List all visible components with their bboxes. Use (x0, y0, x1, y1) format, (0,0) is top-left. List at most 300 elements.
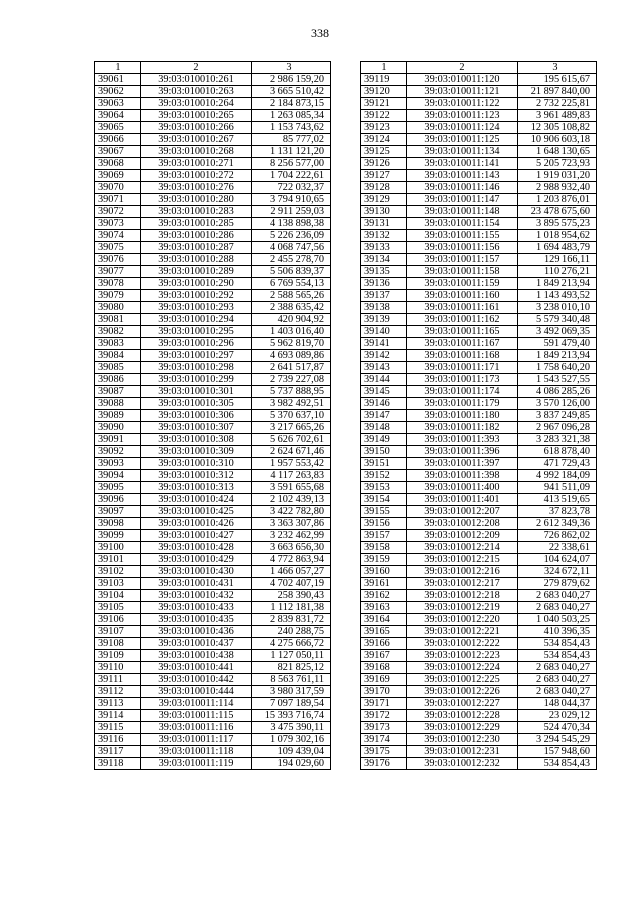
row-number-cell: 39172 (361, 710, 407, 722)
row-number-cell: 39175 (361, 746, 407, 758)
table-row (95, 458, 331, 470)
row-number-cell: 39071 (95, 194, 141, 206)
value-cell: 410 396,35 (518, 626, 597, 638)
cadastral-number-cell: 39:03:010011:393 (407, 434, 518, 446)
table-row (95, 242, 331, 254)
table-row (361, 122, 597, 134)
cadastral-number-cell: 39:03:010012:208 (407, 518, 518, 530)
table-row (95, 590, 331, 602)
value-cell: 1 263 085,34 (252, 110, 331, 122)
cadastral-number-cell: 39:03:010012:232 (407, 758, 518, 770)
table-row (95, 698, 331, 710)
cadastral-number-cell: 39:03:010011:141 (407, 158, 518, 170)
table-row (361, 398, 597, 410)
row-number-cell: 39064 (95, 110, 141, 122)
row-number-cell: 39085 (95, 362, 141, 374)
cadastral-number-cell: 39:03:010011:165 (407, 326, 518, 338)
row-number-cell: 39066 (95, 134, 141, 146)
cadastral-number-cell: 39:03:010010:280 (141, 194, 252, 206)
table-row (95, 362, 331, 374)
value-cell: 726 862,02 (518, 530, 597, 542)
row-number-cell: 39091 (95, 434, 141, 446)
cadastral-number-cell: 39:03:010011:115 (141, 710, 252, 722)
table-row (361, 242, 597, 254)
cadastral-number-cell: 39:03:010010:442 (141, 674, 252, 686)
table-row (95, 482, 331, 494)
table-row (95, 686, 331, 698)
cadastral-number-cell: 39:03:010011:400 (407, 482, 518, 494)
table-row (95, 86, 331, 98)
value-cell: 1 153 743,62 (252, 122, 331, 134)
table-row (361, 110, 597, 122)
value-cell: 3 665 510,42 (252, 86, 331, 98)
table-row (95, 374, 331, 386)
table-row (361, 698, 597, 710)
value-cell: 3 982 492,51 (252, 398, 331, 410)
table-row (361, 74, 597, 86)
value-cell: 1 131 121,20 (252, 146, 331, 158)
value-cell: 722 032,37 (252, 182, 331, 194)
cadastral-number-cell: 39:03:010011:147 (407, 194, 518, 206)
row-number-cell: 39087 (95, 386, 141, 398)
cadastral-number-cell: 39:03:010011:173 (407, 374, 518, 386)
value-cell: 1 040 503,25 (518, 614, 597, 626)
row-number-cell: 39152 (361, 470, 407, 482)
value-cell: 2 388 635,42 (252, 302, 331, 314)
cadastral-number-cell: 39:03:010012:227 (407, 698, 518, 710)
row-number-cell: 39137 (361, 290, 407, 302)
row-number-cell: 39119 (361, 74, 407, 86)
value-cell: 195 615,67 (518, 74, 597, 86)
row-number-cell: 39120 (361, 86, 407, 98)
value-cell: 104 624,07 (518, 554, 597, 566)
value-cell: 1 849 213,94 (518, 278, 597, 290)
row-number-cell: 39079 (95, 290, 141, 302)
row-number-cell: 39153 (361, 482, 407, 494)
value-cell: 4 772 863,94 (252, 554, 331, 566)
table-row (361, 422, 597, 434)
table-row (361, 266, 597, 278)
value-cell: 4 086 285,26 (518, 386, 597, 398)
cadastral-number-cell: 39:03:010011:167 (407, 338, 518, 350)
table-header-row (95, 62, 331, 74)
cadastral-number-cell: 39:03:010011:120 (407, 74, 518, 86)
value-cell: 129 166,11 (518, 254, 597, 266)
value-cell: 2 988 932,40 (518, 182, 597, 194)
table-row (361, 326, 597, 338)
value-cell: 2 184 873,15 (252, 98, 331, 110)
row-number-cell: 39143 (361, 362, 407, 374)
table-row (361, 650, 597, 662)
row-number-cell: 39167 (361, 650, 407, 662)
row-number-cell: 39168 (361, 662, 407, 674)
cadastral-number-cell: 39:03:010011:396 (407, 446, 518, 458)
cadastral-number-cell: 39:03:010012:222 (407, 638, 518, 650)
cadastral-number-cell: 39:03:010010:271 (141, 158, 252, 170)
table-row (95, 230, 331, 242)
cadastral-number-cell: 39:03:010010:263 (141, 86, 252, 98)
row-number-cell: 39086 (95, 374, 141, 386)
cadastral-number-cell: 39:03:010010:298 (141, 362, 252, 374)
row-number-cell: 39100 (95, 542, 141, 554)
cadastral-number-cell: 39:03:010011:162 (407, 314, 518, 326)
column-header: 3 (252, 62, 331, 74)
cadastral-number-cell: 39:03:010011:182 (407, 422, 518, 434)
table-row (361, 494, 597, 506)
value-cell: 21 897 840,00 (518, 86, 597, 98)
value-cell: 324 672,11 (518, 566, 597, 578)
cadastral-number-cell: 39:03:010010:266 (141, 122, 252, 134)
cadastral-number-cell: 39:03:010012:217 (407, 578, 518, 590)
cadastral-number-cell: 39:03:010010:301 (141, 386, 252, 398)
value-cell: 22 338,61 (518, 542, 597, 554)
value-cell: 2 683 040,27 (518, 662, 597, 674)
row-number-cell: 39146 (361, 398, 407, 410)
table-row (361, 206, 597, 218)
value-cell: 5 962 819,70 (252, 338, 331, 350)
table-header-row (361, 62, 597, 74)
cadastral-number-cell: 39:03:010011:125 (407, 134, 518, 146)
row-number-cell: 39122 (361, 110, 407, 122)
value-cell: 471 729,43 (518, 458, 597, 470)
cadastral-number-cell: 39:03:010010:289 (141, 266, 252, 278)
value-cell: 4 117 263,83 (252, 470, 331, 482)
value-cell: 1 203 876,01 (518, 194, 597, 206)
value-cell: 3 837 249,85 (518, 410, 597, 422)
value-cell: 1 018 954,62 (518, 230, 597, 242)
row-number-cell: 39065 (95, 122, 141, 134)
value-cell: 3 663 656,30 (252, 542, 331, 554)
column-header: 1 (95, 62, 141, 74)
table-row (361, 194, 597, 206)
value-cell: 3 232 462,99 (252, 530, 331, 542)
row-number-cell: 39083 (95, 338, 141, 350)
cadastral-number-cell: 39:03:010011:401 (407, 494, 518, 506)
table-row (95, 386, 331, 398)
value-cell: 8 256 577,00 (252, 158, 331, 170)
cadastral-number-cell: 39:03:010012:209 (407, 530, 518, 542)
cadastral-number-cell: 39:03:010010:276 (141, 182, 252, 194)
value-cell: 618 878,40 (518, 446, 597, 458)
value-cell: 1 143 493,52 (518, 290, 597, 302)
cadastral-number-cell: 39:03:010010:313 (141, 482, 252, 494)
cadastral-number-cell: 39:03:010010:429 (141, 554, 252, 566)
row-number-cell: 39092 (95, 446, 141, 458)
cadastral-number-cell: 39:03:010012:221 (407, 626, 518, 638)
table-row (361, 158, 597, 170)
cadastral-number-cell: 39:03:010012:218 (407, 590, 518, 602)
row-number-cell: 39145 (361, 386, 407, 398)
row-number-cell: 39114 (95, 710, 141, 722)
table-row (95, 398, 331, 410)
cadastral-number-cell: 39:03:010010:306 (141, 410, 252, 422)
cadastral-number-cell: 39:03:010010:444 (141, 686, 252, 698)
value-cell: 2 683 040,27 (518, 686, 597, 698)
value-cell: 6 769 554,13 (252, 278, 331, 290)
value-cell: 2 455 278,70 (252, 254, 331, 266)
table-row (361, 218, 597, 230)
table-row (361, 542, 597, 554)
row-number-cell: 39129 (361, 194, 407, 206)
value-cell: 1 403 016,40 (252, 326, 331, 338)
value-cell: 591 479,40 (518, 338, 597, 350)
table-row (95, 662, 331, 674)
cadastral-number-cell: 39:03:010011:156 (407, 242, 518, 254)
row-number-cell: 39109 (95, 650, 141, 662)
value-cell: 1 758 640,20 (518, 362, 597, 374)
row-number-cell: 39124 (361, 134, 407, 146)
table-row (95, 446, 331, 458)
row-number-cell: 39089 (95, 410, 141, 422)
row-number-cell: 39074 (95, 230, 141, 242)
value-cell: 3 591 655,68 (252, 482, 331, 494)
cadastral-number-cell: 39:03:010010:267 (141, 134, 252, 146)
row-number-cell: 39103 (95, 578, 141, 590)
cadastral-number-cell: 39:03:010012:220 (407, 614, 518, 626)
value-cell: 4 992 184,09 (518, 470, 597, 482)
table-row (361, 410, 597, 422)
table-row (95, 710, 331, 722)
row-number-cell: 39111 (95, 674, 141, 686)
cadastral-number-cell: 39:03:010010:287 (141, 242, 252, 254)
value-cell: 1 704 222,61 (252, 170, 331, 182)
table-row (95, 146, 331, 158)
value-cell: 8 563 761,11 (252, 674, 331, 686)
cadastral-number-cell: 39:03:010011:158 (407, 266, 518, 278)
row-number-cell: 39073 (95, 218, 141, 230)
table-row (95, 110, 331, 122)
value-cell: 1 957 553,42 (252, 458, 331, 470)
row-number-cell: 39121 (361, 98, 407, 110)
value-cell: 3 570 126,00 (518, 398, 597, 410)
value-cell: 420 904,92 (252, 314, 331, 326)
table-row (361, 602, 597, 614)
column-header: 3 (518, 62, 597, 74)
row-number-cell: 39127 (361, 170, 407, 182)
cadastral-number-cell: 39:03:010011:161 (407, 302, 518, 314)
value-cell: 3 492 069,35 (518, 326, 597, 338)
table-row (361, 146, 597, 158)
value-cell: 2 683 040,27 (518, 674, 597, 686)
value-cell: 534 854,43 (518, 650, 597, 662)
table-row (361, 518, 597, 530)
value-cell: 534 854,43 (518, 758, 597, 770)
cadastral-number-cell: 39:03:010010:436 (141, 626, 252, 638)
table-row (95, 218, 331, 230)
cadastral-number-cell: 39:03:010010:437 (141, 638, 252, 650)
table-row (95, 614, 331, 626)
row-number-cell: 39123 (361, 122, 407, 134)
row-number-cell: 39170 (361, 686, 407, 698)
row-number-cell: 39068 (95, 158, 141, 170)
column-header: 2 (141, 62, 252, 74)
row-number-cell: 39144 (361, 374, 407, 386)
value-cell: 110 276,21 (518, 266, 597, 278)
value-cell: 5 205 723,93 (518, 158, 597, 170)
cadastral-number-cell: 39:03:010011:119 (141, 758, 252, 770)
table-row (95, 266, 331, 278)
row-number-cell: 39088 (95, 398, 141, 410)
value-cell: 4 693 089,86 (252, 350, 331, 362)
value-cell: 2 683 040,27 (518, 590, 597, 602)
row-number-cell: 39164 (361, 614, 407, 626)
table-row (361, 386, 597, 398)
cadastral-number-cell: 39:03:010012:207 (407, 506, 518, 518)
cadastral-number-cell: 39:03:010010:295 (141, 326, 252, 338)
cadastral-number-cell: 39:03:010010:292 (141, 290, 252, 302)
cadastral-number-cell: 39:03:010011:118 (141, 746, 252, 758)
cadastral-number-cell: 39:03:010011:114 (141, 698, 252, 710)
row-number-cell: 39133 (361, 242, 407, 254)
table-row (361, 338, 597, 350)
table-row (361, 446, 597, 458)
row-number-cell: 39151 (361, 458, 407, 470)
row-number-cell: 39078 (95, 278, 141, 290)
table-row (361, 290, 597, 302)
value-cell: 1 112 181,38 (252, 602, 331, 614)
row-number-cell: 39106 (95, 614, 141, 626)
table-row (95, 410, 331, 422)
value-cell: 3 475 390,11 (252, 722, 331, 734)
table-row (361, 638, 597, 650)
row-number-cell: 39131 (361, 218, 407, 230)
cadastral-number-cell: 39:03:010010:432 (141, 590, 252, 602)
value-cell: 1 079 302,16 (252, 734, 331, 746)
cadastral-number-cell: 39:03:010010:310 (141, 458, 252, 470)
cadastral-number-cell: 39:03:010011:180 (407, 410, 518, 422)
row-number-cell: 39125 (361, 146, 407, 158)
row-number-cell: 39067 (95, 146, 141, 158)
row-number-cell: 39080 (95, 302, 141, 314)
row-number-cell: 39104 (95, 590, 141, 602)
value-cell: 3 283 321,38 (518, 434, 597, 446)
row-number-cell: 39102 (95, 566, 141, 578)
value-cell: 3 422 782,80 (252, 506, 331, 518)
table-row (361, 506, 597, 518)
row-number-cell: 39138 (361, 302, 407, 314)
row-number-cell: 39075 (95, 242, 141, 254)
table-row (361, 374, 597, 386)
table-row (361, 626, 597, 638)
value-cell: 4 068 747,56 (252, 242, 331, 254)
row-number-cell: 39140 (361, 326, 407, 338)
value-cell: 1 466 057,27 (252, 566, 331, 578)
value-cell: 2 839 831,72 (252, 614, 331, 626)
value-cell: 12 305 108,82 (518, 122, 597, 134)
cadastral-number-cell: 39:03:010012:230 (407, 734, 518, 746)
cadastral-number-cell: 39:03:010010:426 (141, 518, 252, 530)
cadastral-number-cell: 39:03:010011:168 (407, 350, 518, 362)
cadastral-number-cell: 39:03:010010:261 (141, 74, 252, 86)
value-cell: 5 370 637,10 (252, 410, 331, 422)
row-number-cell: 39090 (95, 422, 141, 434)
value-cell: 258 390,43 (252, 590, 331, 602)
table-row (361, 254, 597, 266)
table-row (95, 98, 331, 110)
row-number-cell: 39141 (361, 338, 407, 350)
value-cell: 109 439,04 (252, 746, 331, 758)
row-number-cell: 39161 (361, 578, 407, 590)
table-row (361, 230, 597, 242)
table-row (95, 290, 331, 302)
row-number-cell: 39176 (361, 758, 407, 770)
value-cell: 15 393 716,74 (252, 710, 331, 722)
cadastral-number-cell: 39:03:010011:116 (141, 722, 252, 734)
cadastral-number-cell: 39:03:010010:268 (141, 146, 252, 158)
value-cell: 3 794 910,65 (252, 194, 331, 206)
table-row (361, 302, 597, 314)
cadastral-number-cell: 39:03:010012:228 (407, 710, 518, 722)
cadastral-number-cell: 39:03:010012:215 (407, 554, 518, 566)
value-cell: 1 694 483,79 (518, 242, 597, 254)
cadastral-number-cell: 39:03:010012:216 (407, 566, 518, 578)
cadastral-number-cell: 39:03:010010:427 (141, 530, 252, 542)
table-row (361, 758, 597, 770)
row-number-cell: 39148 (361, 422, 407, 434)
cadastral-number-cell: 39:03:010010:286 (141, 230, 252, 242)
row-number-cell: 39108 (95, 638, 141, 650)
row-number-cell: 39163 (361, 602, 407, 614)
cadastral-number-cell: 39:03:010011:171 (407, 362, 518, 374)
value-cell: 3 363 307,86 (252, 518, 331, 530)
value-cell: 194 029,60 (252, 758, 331, 770)
cadastral-number-cell: 39:03:010010:288 (141, 254, 252, 266)
table-row (361, 590, 597, 602)
table-row (361, 470, 597, 482)
table-row (95, 74, 331, 86)
table-row (95, 326, 331, 338)
value-cell: 1 543 527,55 (518, 374, 597, 386)
cadastral-number-cell: 39:03:010011:157 (407, 254, 518, 266)
table-row (95, 674, 331, 686)
row-number-cell: 39159 (361, 554, 407, 566)
row-number-cell: 39081 (95, 314, 141, 326)
cadastral-number-cell: 39:03:010012:219 (407, 602, 518, 614)
row-number-cell: 39155 (361, 506, 407, 518)
table-row (361, 278, 597, 290)
value-cell: 23 478 675,60 (518, 206, 597, 218)
table-row (95, 734, 331, 746)
row-number-cell: 39149 (361, 434, 407, 446)
table-row (95, 518, 331, 530)
value-cell: 2 739 227,08 (252, 374, 331, 386)
value-cell: 3 895 575,23 (518, 218, 597, 230)
table-row (361, 482, 597, 494)
cadastral-number-cell: 39:03:010012:229 (407, 722, 518, 734)
row-number-cell: 39130 (361, 206, 407, 218)
row-number-cell: 39126 (361, 158, 407, 170)
row-number-cell: 39093 (95, 458, 141, 470)
row-number-cell: 39117 (95, 746, 141, 758)
table-row (95, 626, 331, 638)
table-row (95, 494, 331, 506)
row-number-cell: 39160 (361, 566, 407, 578)
value-cell: 5 226 236,09 (252, 230, 331, 242)
table-row (361, 458, 597, 470)
value-cell: 2 967 096,28 (518, 422, 597, 434)
table-row (95, 722, 331, 734)
cadastral-number-cell: 39:03:010012:225 (407, 674, 518, 686)
cadastral-number-cell: 39:03:010012:223 (407, 650, 518, 662)
table-row (95, 338, 331, 350)
table-row (95, 170, 331, 182)
row-number-cell: 39156 (361, 518, 407, 530)
cadastral-number-cell: 39:03:010010:309 (141, 446, 252, 458)
cadastral-number-cell: 39:03:010010:312 (141, 470, 252, 482)
row-number-cell: 39063 (95, 98, 141, 110)
table-row (95, 566, 331, 578)
row-number-cell: 39136 (361, 278, 407, 290)
